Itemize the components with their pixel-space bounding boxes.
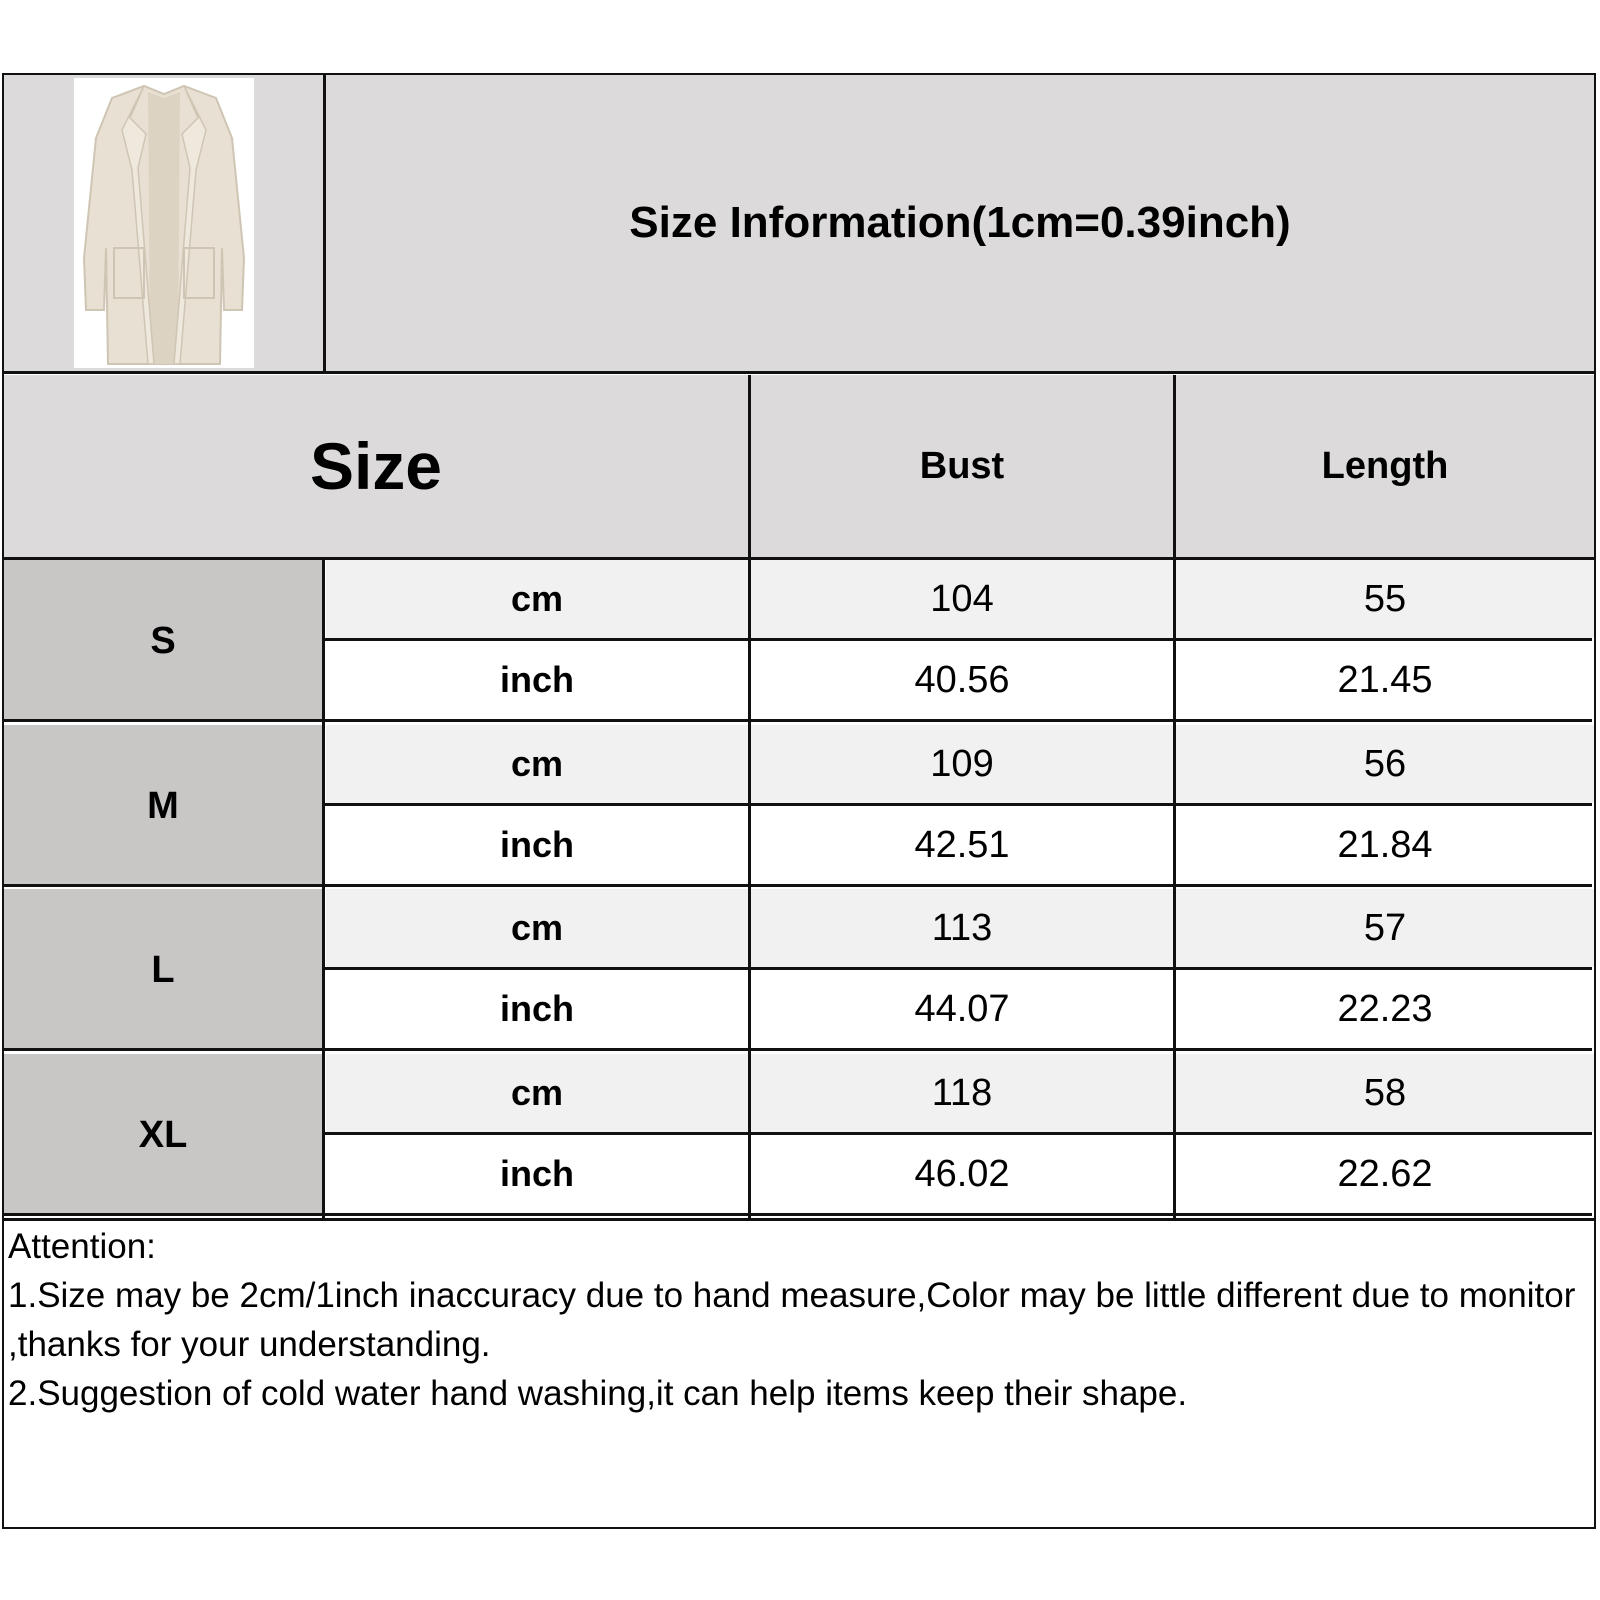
unit-cell: inch [326, 1135, 748, 1213]
divider [4, 719, 1592, 722]
divider [748, 375, 751, 1218]
divider [4, 557, 1596, 560]
unit-cell: cm [326, 889, 748, 967]
divider [1173, 375, 1176, 1218]
divider [4, 1048, 1592, 1051]
length-value: 21.84 [1176, 806, 1594, 884]
unit-cell: inch [326, 806, 748, 884]
bust-value: 46.02 [751, 1135, 1173, 1213]
unit-cell: cm [326, 725, 748, 803]
length-value: 56 [1176, 725, 1594, 803]
bust-value: 109 [751, 725, 1173, 803]
length-value: 55 [1176, 560, 1594, 638]
size-label-xl: XL [4, 1054, 322, 1216]
unit-cell: cm [326, 1054, 748, 1132]
attention-notes [8, 1222, 1592, 1418]
divider [322, 560, 325, 1218]
length-value: 58 [1176, 1054, 1594, 1132]
attention-line-2: 2.Suggestion of cold water hand washing,it can help items keep their shape. [8, 1374, 1188, 1413]
bust-value: 44.07 [751, 970, 1173, 1048]
length-value: 21.45 [1176, 641, 1594, 719]
divider [4, 884, 1592, 887]
bust-value: 40.56 [751, 641, 1173, 719]
size-info-title: Size Information(1cm=0.39inch) [326, 75, 1594, 371]
attention-heading: Attention: [8, 1227, 156, 1266]
size-label-l: L [4, 889, 322, 1051]
product-image-cell [4, 75, 323, 371]
length-value: 57 [1176, 889, 1594, 967]
size-column-header: Size [4, 375, 748, 557]
coat-image [74, 78, 254, 368]
size-label-m: M [4, 725, 322, 887]
divider [4, 371, 1596, 374]
length-column-header: Length [1176, 375, 1594, 557]
unit-cell: cm [326, 560, 748, 638]
divider [4, 1213, 1592, 1216]
bust-value: 113 [751, 889, 1173, 967]
unit-cell: inch [326, 641, 748, 719]
length-value: 22.23 [1176, 970, 1594, 1048]
size-label-s: S [4, 560, 322, 722]
divider [4, 1218, 1596, 1221]
divider [323, 75, 326, 371]
length-value: 22.62 [1176, 1135, 1594, 1213]
bust-value: 42.51 [751, 806, 1173, 884]
unit-cell: inch [326, 970, 748, 1048]
bust-value: 118 [751, 1054, 1173, 1132]
bust-column-header: Bust [751, 375, 1173, 557]
bust-value: 104 [751, 560, 1173, 638]
attention-line-1: 1.Size may be 2cm/1inch inaccuracy due to hand measure,Color may be little different due to monitor ,thanks for your understanding. [8, 1276, 1576, 1364]
